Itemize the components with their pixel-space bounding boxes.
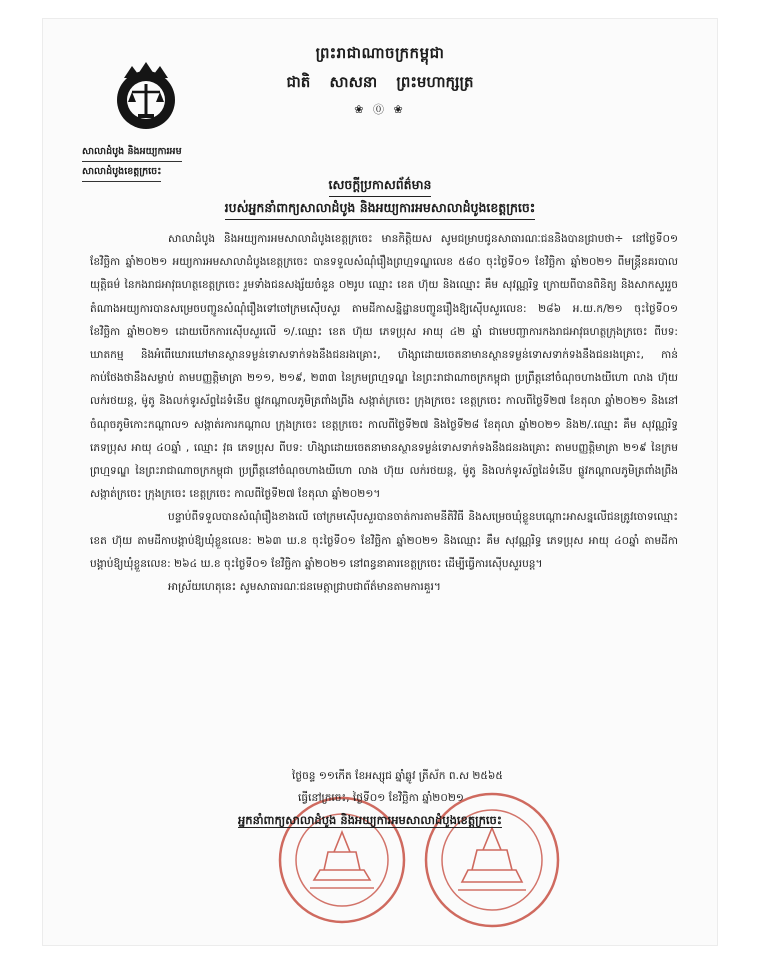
announcement-body — [90, 228, 678, 599]
signatory-title — [238, 813, 502, 830]
national-motto: ជាតិ សាសនា ព្រះមហាក្សត្រ — [286, 73, 474, 91]
official-seal-icon — [422, 790, 562, 934]
title-line-1: សេចក្តីប្រកាសព័ត៌មាន — [329, 174, 432, 197]
lunar-date: ថ្ងៃចន្ទ ១១កើត ខែអស្សុជ ឆ្នាំឆ្លូវ ត្រីស័ក ព.ស ២៥៦៥ — [292, 770, 503, 782]
signatory-label: អ្នកនាំពាក្យសាលាដំបូង និងអយ្យការអមសាលាដំបូងខេត្តក្រចេះ — [238, 813, 502, 827]
body-paragraph-1: សាលាដំបូង និងអយ្យការអមសាលាដំបូងខេត្តក្រចេះ មានកិត្តិយស សូមជម្រាបជូនសាធារណៈជននិងបានជ្រាបថា÷ នៅថ្ងៃទី០១ ខែវិច្ឆិកា ឆ្នាំ២០២១ អយ្យការអមសាលាដំបូងខេត្តក្រចេះ បានទទួលសំណុំរឿងព្រហ្មទណ្ឌលេខ ៥៨០ ចុះថ្ងៃទី០១ ខែវិច្ឆិកា ឆ្នាំ២០២១ ពីមន្ត្រីនគរបាលយុត្តិធម៌ នៃកងរាជអាវុធហត្ថខេត្តក្រចេះ រួមទាំងជនសង្ស័យចំនួន ០២រូប ឈ្មោះ ខេត ហ៊ុយ និងឈ្មោះ គឹម សុវណ្ណរិទ្ធ ក្រោយពីបានពិនិត្យ និងសាកសួររួច តំណាងអយ្យការបានសម្រេចបញ្ជូនសំណុំរឿងទៅចៅក្រមស៊ើបសួរ តាមដីកាសន្និដ្ឋានបញ្ជូនរឿងឱ្យស៊ើបសួរលេខ: ២៨៦ អ.យ.ក/២១ ចុះថ្ងៃទី០១ ខែវិច្ឆិកា ឆ្នាំ២០២១ ដោយបើកការស៊ើបសួរលើ ១/.ឈ្មោះ ខេត ហ៊ុយ ភេទប្រុស អាយុ ៤២ ឆ្នាំ ជាមេបញ្ជាការកងរាជអាវុធហត្ថក្រុងក្រចេះ ពីបទ: ឃាតកម្ម និងអំពើឃោរឃៅមានស្ថានទម្ងន់ទោសទាក់ទងនឹងជនរងគ្រោះ, ហិង្សាដោយចេតនាមានស្ថានទម្ងន់ទោសទាក់ទងនឹងជនរងគ្រោះ, កាន់កាប់ថែងថានឹងសម្លាប់ តាមបញ្ញត្តិមាត្រា ២១១, ២១៩, ២៣៣ នៃក្រមព្រហ្មទណ្ឌ នៃព្រះរាជាណាចក្រកម្ពុជា ប្រព្រឹត្តនៅចំណុចហាងយីហោ លាង ហ៊ុយ លក់រថយន្ត, ម៉ូតូ និងលក់ទូរស័ព្ទដៃទំនើប ផ្លូវកណ្តាលភូមិត្រពាំងព្រីង សង្កាត់ក្រចេះ ក្រុងក្រចេះ ខេត្តក្រចេះ កាលពីថ្ងៃទី២៧ ខែតុលា ឆ្នាំ២០២១ និងនៅចំណុចភូមិកោះកណ្តាល១ សង្កាត់រការកណ្តាល ក្រុងក្រចេះ ខេត្តក្រចេះ កាលពីថ្ងៃទី២៧ និងថ្ងៃទី២៨ ខែតុលា ឆ្នាំ២០២១ និង២/.ឈ្មោះ គឹម សុវណ្ណរិទ្ធ ភេទប្រុស អាយុ ៤០ឆ្នាំ , ឈ្មោះ វុធ ភេទប្រុស ពីបទ: ហិង្សាដោយចេតនាមានស្ថានទម្ងន់ទោសទាក់ទងនឹងជនរងគ្រោះ តាមបញ្ញត្តិមាត្រា ២១៩ នៃក្រមព្រហ្មទណ្ឌ នៃព្រះរាជាណាចក្រកម្ពុជា ប្រព្រឹត្តនៅចំណុចហាងយីហោ លាង ហ៊ុយ លក់រថយន្ត, ម៉ូតូ និងលក់ទូរស័ព្ទដៃទំនើប ផ្លូវកណ្តាលភូមិត្រពាំងព្រីង សង្កាត់ក្រចេះ ក្រុងក្រចេះ ខេត្តក្រចេះ កាលពីថ្ងៃទី២៧ ខែតុលា ឆ្នាំ២០២១។ — [90, 233, 678, 501]
body-paragraph-3: អាស្រ័យហេតុនេះ សូមសាធារណៈជនមេត្តាជ្រាបជាព័ត៌មានតាមការគួរ។ — [168, 581, 441, 594]
document-page — [42, 18, 718, 946]
document-title — [42, 174, 718, 220]
ornament-divider: ❀ ⓪ ❀ — [354, 103, 406, 116]
issuer-line-2: សាលាដំបូងខេត្តក្រចេះ — [82, 162, 161, 182]
court-emblem-icon — [114, 60, 178, 140]
kingdom-title: ព្រះរាជាណាចក្រកម្ពុជា — [315, 44, 445, 62]
date-block — [292, 765, 503, 809]
solar-date: ធ្វើនៅក្រចេះ, ថ្ងៃទី០១ ខែវិច្ឆិកា ឆ្នាំ២០២១ — [298, 792, 464, 804]
title-line-2: របស់អ្នកនាំពាក្យសាលាដំបូង និងអយ្យការអមសាលាដំបូងខេត្តក្រចេះ — [225, 197, 536, 220]
issuer-line-1: សាលាដំបូង និងអយ្យការអម — [82, 142, 182, 162]
body-paragraph-2: បន្ទាប់ពីទទួលបានសំណុំរឿងខាងលើ ចៅក្រមស៊ើបសួរបានចាត់ការតាមនីតិវិធី និងសម្រេចឃុំខ្លួនបណ្តោះអាសន្នលើជនត្រូវចោទឈ្មោះ ខេត ហ៊ុយ តាមដីកាបង្គាប់ឱ្យឃុំខ្លួនលេខ: ២៦៣ ឃ.ខ ចុះថ្ងៃទី០១ ខែវិច្ឆិកា ឆ្នាំ២០២១ និងឈ្មោះ គឹម សុវណ្ណរិទ្ធ ភេទប្រុស អាយុ ៤០ឆ្នាំ តាមដីកាបង្គាប់ឱ្យឃុំខ្លួនលេខ: ២៦៤ ឃ.ខ ចុះថ្ងៃទី០១ ខែវិច្ឆិកា ឆ្នាំ២០២១ នៅពន្ធនាគារខេត្តក្រចេះ ដើម្បីធ្វើការស៊ើបសួរបន្ត។ — [90, 511, 678, 570]
